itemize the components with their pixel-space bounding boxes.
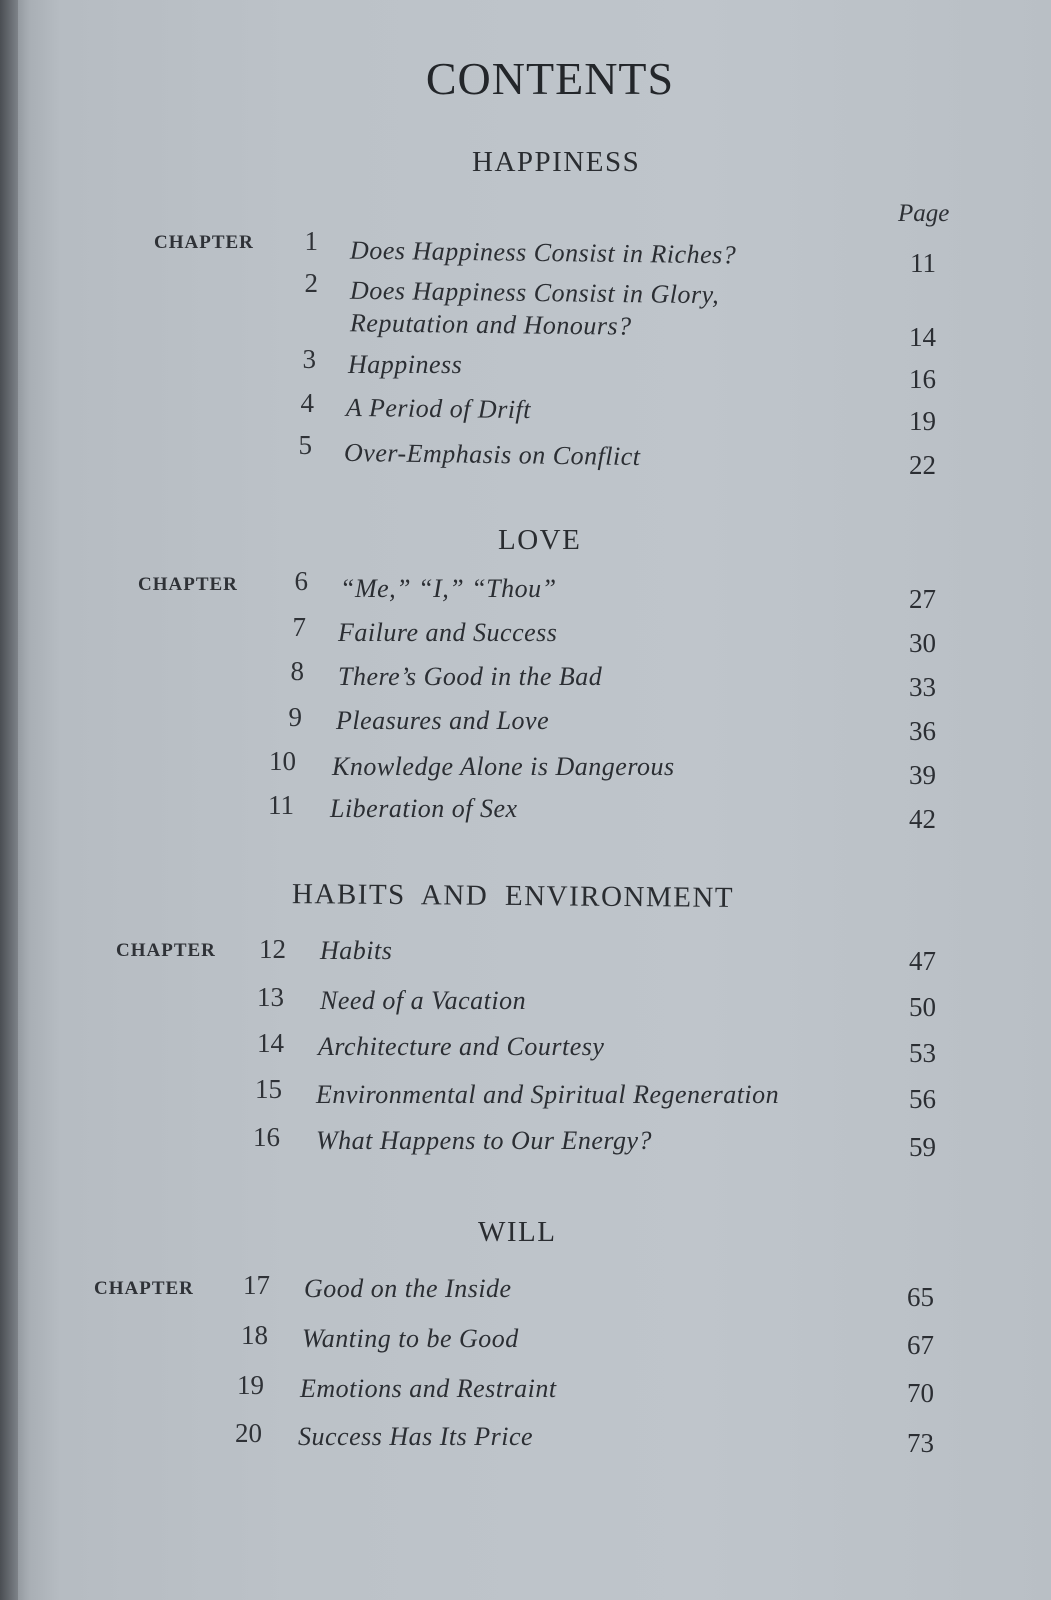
chapter-number: 4 [300,388,314,418]
chapter-number: 18 [241,1320,268,1350]
chapter-title: A Period of Drift [345,392,532,425]
chapter-title: Does Happiness Consist in Glory, [349,275,720,310]
page-column-label: Page [898,200,950,227]
chapter-title: Does Happiness Consist in Riches? [349,235,737,270]
chapter-number: 14 [257,1028,284,1058]
chapter-title: What Happens to Our Energy? [316,1126,653,1155]
chapter-number: 8 [290,656,304,686]
chapter-number: 5 [298,430,312,460]
chapter-title: Knowledge Alone is Dangerous [332,752,675,781]
chapter-page: 16 [909,364,936,394]
chapter-page: 33 [909,672,936,702]
chapter-title: Pleasures and Love [336,706,550,735]
chapter-page: 36 [909,716,936,746]
chapter-number: 13 [257,982,284,1012]
chapter-number: 1 [304,226,318,256]
chapter-title: Architecture and Courtesy [318,1032,605,1061]
chapter-label: CHAPTER [94,1278,194,1299]
chapter-page: 56 [909,1084,936,1114]
chapter-page: 73 [907,1428,934,1458]
chapter-page: 30 [909,628,936,658]
chapter-title: Environmental and Spiritual Regeneration [316,1080,780,1109]
section-title-will: WILL [478,1216,557,1248]
chapter-title: Happiness [348,350,463,379]
chapter-page: 11 [910,248,936,278]
chapter-page: 65 [907,1282,934,1312]
chapter-title-continued: Reputation and Honours? [349,308,632,341]
chapter-page: 53 [909,1038,936,1068]
chapter-number: 11 [268,790,294,820]
page-edge-shadow [0,0,18,1600]
chapter-page: 27 [909,584,936,614]
chapter-page: 22 [909,450,936,480]
chapter-title: There’s Good in the Bad [338,662,603,691]
chapter-title: Need of a Vacation [320,986,527,1015]
chapter-number: 16 [253,1122,280,1152]
chapter-title: Over-Emphasis on Conflict [343,437,641,472]
chapter-label: CHAPTER [154,232,254,253]
chapter-page: 39 [909,760,936,790]
chapter-title: “Me,” “I,” “Thou” [340,574,557,603]
section-title-love: LOVE [498,524,582,556]
chapter-number: 20 [235,1418,262,1448]
chapter-number: 7 [292,612,306,642]
chapter-page: 42 [909,804,936,834]
chapter-title: Failure and Success [338,618,558,647]
chapter-title: Success Has Its Price [298,1422,534,1451]
chapter-number: 15 [255,1074,282,1104]
chapter-number: 3 [302,344,316,374]
chapter-title: Liberation of Sex [330,794,518,823]
chapter-title: Good on the Inside [304,1274,512,1303]
chapter-title: Habits [320,936,393,965]
chapter-page: 59 [909,1132,936,1162]
chapter-title: Wanting to be Good [302,1324,519,1353]
section-title-happiness: HAPPINESS [472,146,641,178]
chapter-page: 19 [909,406,936,436]
chapter-number: 6 [294,566,308,596]
chapter-page: 50 [909,992,936,1022]
chapter-number: 17 [243,1270,270,1300]
chapter-page: 14 [909,322,936,352]
chapter-number: 12 [259,934,286,964]
chapter-page: 67 [907,1330,934,1360]
chapter-number: 10 [269,746,296,776]
chapter-number: 19 [237,1370,264,1400]
chapter-label: CHAPTER [116,940,216,961]
chapter-label: CHAPTER [138,574,238,595]
chapter-number: 2 [304,268,318,298]
contents-title: CONTENTS [425,53,675,104]
chapter-title: Emotions and Restraint [300,1374,557,1403]
chapter-page: 70 [907,1378,934,1408]
chapter-page: 47 [909,946,936,976]
chapter-number: 9 [288,702,302,732]
section-title-habits-and-environment: HABITS AND ENVIRONMENT [291,878,735,914]
